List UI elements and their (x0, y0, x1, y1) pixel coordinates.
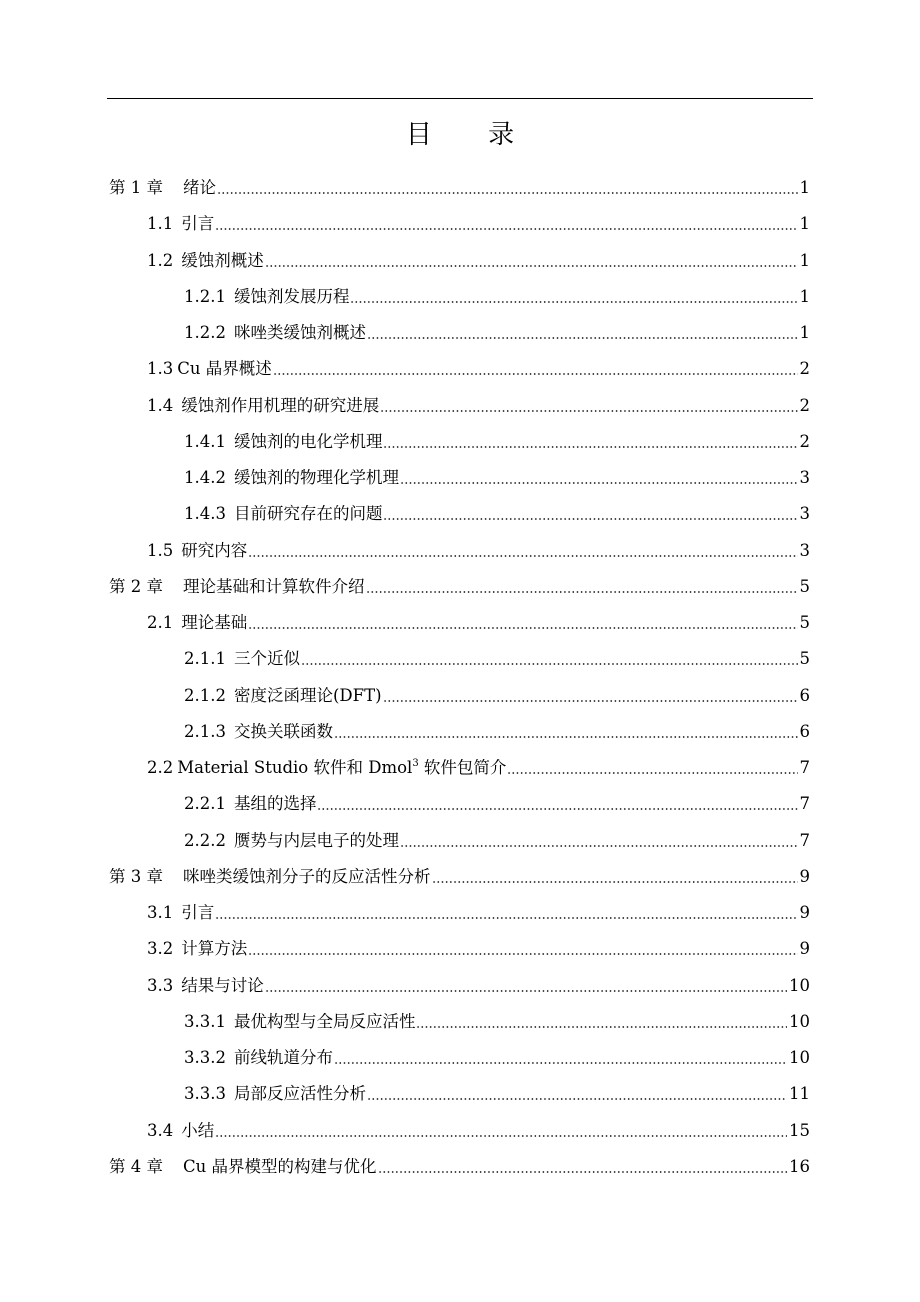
toc-entry-title (181, 243, 264, 279)
toc-entry[interactable] (184, 786, 810, 822)
toc-entry-title-text: 咪唑类缓蚀剂概述 (233, 323, 366, 342)
toc-entry-number: 第 4 章 (109, 1156, 163, 1176)
toc-entry[interactable] (184, 460, 810, 496)
toc-entry-title-text: 目前研究存在的问题 (233, 504, 383, 524)
toc-dot-leader (334, 736, 798, 738)
toc-entry-number: 2.1.3 (184, 721, 226, 741)
toc-dot-leader (383, 446, 797, 448)
toc-dot-leader (380, 410, 797, 412)
toc-dot-leader (215, 917, 797, 919)
toc-entry[interactable] (147, 605, 810, 641)
toc-entry-title-text: 咪唑类缓蚀剂分子的反应活性分析 (183, 866, 431, 886)
toc-entry-page-number: 7 (799, 794, 810, 814)
toc-dot-leader (334, 1062, 787, 1064)
toc-dot-leader (350, 301, 797, 303)
toc-entry-page-number: 16 (789, 1156, 810, 1176)
toc-entry[interactable] (184, 1076, 810, 1112)
toc-dot-leader (378, 1171, 788, 1173)
toc-entry-title (234, 279, 350, 315)
toc-entry[interactable] (109, 569, 810, 605)
toc-entry-number: 3.3.2 (184, 1048, 226, 1067)
toc-entry-page-number: 10 (789, 975, 810, 995)
toc-entry[interactable] (147, 1113, 810, 1149)
toc-entry-page-number: 7 (799, 830, 810, 850)
toc-entry-title (183, 859, 431, 895)
toc-entry-title (234, 786, 317, 822)
toc-entry-page-number: 3 (799, 540, 810, 560)
toc-entry[interactable] (147, 895, 810, 931)
toc-entry-title (183, 1149, 377, 1185)
toc-entry-number: 1.3 (147, 359, 174, 379)
toc-entry-title-text: 缓蚀剂概述 (181, 250, 264, 270)
toc-entry-page-number: 1 (799, 323, 810, 342)
toc-entry-title (234, 424, 383, 460)
toc-entry-title-text: Cu 晶界概述 (177, 359, 272, 379)
toc-entry-page-number: 6 (799, 721, 810, 741)
toc-entry[interactable] (147, 968, 810, 1004)
toc-entry[interactable] (184, 279, 810, 315)
toc-entry[interactable] (184, 714, 810, 750)
toc-dot-leader (317, 808, 797, 810)
toc-entry[interactable] (184, 1040, 810, 1076)
toc-entry-page-number: 7 (799, 758, 810, 777)
toc-entry-number: 1.2 (147, 250, 174, 270)
toc-entry-title-text: Material Studio 软件和 Dmol (177, 758, 413, 777)
toc-entry-title (234, 315, 366, 351)
toc-entry-page-number: 1 (799, 178, 810, 197)
toc-entry-title (234, 678, 382, 714)
toc-entry-number: 2.2.1 (184, 794, 226, 814)
toc-entry-title (181, 533, 247, 569)
toc-entry-title-text: 基组的选择 (233, 794, 317, 814)
toc-entry-number: 3.3 (147, 975, 174, 995)
toc-dot-leader (265, 990, 787, 992)
toc-dot-leader (248, 627, 797, 629)
toc-dot-leader (301, 663, 798, 665)
toc-entry-title-text: 缓蚀剂的物理化学机理 (233, 468, 399, 487)
toc-entry-title-text: 缓蚀剂作用机理的研究进展 (181, 395, 380, 415)
toc-entry[interactable] (147, 388, 810, 424)
toc-entry-title (181, 1113, 214, 1149)
toc-entry-number: 3.3.1 (184, 1011, 226, 1031)
toc-entry-number: 1.2.1 (184, 286, 226, 306)
toc-entry-title-superscript: 3 (412, 757, 419, 769)
toc-entry-number: 1.4.1 (184, 431, 226, 451)
toc-dot-leader (248, 953, 797, 955)
toc-entry-page-number: 9 (799, 903, 810, 922)
toc-entry-title-text: 局部反应活性分析 (233, 1084, 366, 1104)
toc-entry[interactable] (184, 678, 810, 714)
toc-entry-title (234, 714, 333, 750)
toc-entry-page-number: 1 (799, 286, 810, 306)
toc-entry[interactable] (147, 351, 810, 387)
toc-entry-title (181, 931, 247, 967)
toc-entry[interactable] (109, 170, 810, 206)
toc-dot-leader (265, 265, 798, 267)
toc-dot-leader (367, 337, 798, 339)
toc-entry-number: 1.5 (147, 540, 174, 560)
toc-entry-title (234, 1076, 366, 1112)
toc-entry[interactable] (109, 859, 810, 895)
toc-entry-title-text: 理论基础 (181, 613, 248, 632)
toc-entry-title (234, 496, 383, 532)
toc-entry-page-number: 5 (799, 613, 810, 632)
toc-entry-number: 2.1.1 (184, 649, 226, 669)
toc-entry-page-number: 1 (799, 250, 810, 270)
toc-entry[interactable] (184, 1004, 810, 1040)
toc-entry-title (181, 605, 247, 641)
toc-entry-page-number: 6 (799, 685, 810, 705)
toc-entry[interactable] (147, 243, 810, 279)
toc-entry-page-number: 2 (799, 359, 810, 379)
toc-entry[interactable] (147, 931, 810, 967)
toc-entry-number: 1.1 (147, 214, 174, 234)
toc-entry-number: 3.4 (147, 1120, 174, 1140)
toc-entry-title-text: 缓蚀剂的电化学机理 (233, 431, 383, 451)
toc-entry[interactable] (184, 641, 810, 677)
toc-entry-number: 1.4.3 (184, 504, 226, 524)
toc-entry-page-number: 2 (799, 431, 810, 451)
toc-entry-number: 2.2.2 (184, 830, 226, 850)
toc-entry-title-text: 赝势与内层电子的处理 (233, 830, 399, 850)
toc-entry-title (181, 895, 214, 931)
toc-entry-title-text: 小结 (181, 1120, 215, 1140)
toc-entry-number: 2.1.2 (184, 685, 226, 705)
toc-entry[interactable] (184, 496, 810, 532)
toc-dot-leader (400, 482, 798, 484)
toc-entry-number: 2.1 (147, 613, 174, 632)
toc-entry-page-number: 5 (799, 649, 810, 669)
toc-entry-page-number: 11 (789, 1084, 810, 1104)
toc-dot-leader (217, 192, 798, 194)
toc-entry-title-text: 引言 (181, 903, 215, 922)
toc-entry-page-number: 5 (799, 576, 810, 596)
toc-entry-title (234, 641, 300, 677)
toc-entry-number: 第 3 章 (109, 866, 163, 886)
toc-entry-title (183, 170, 216, 206)
header-rule (107, 98, 813, 99)
toc-entry-page-number: 2 (799, 395, 810, 415)
toc-dot-leader (215, 1135, 787, 1137)
toc-entry[interactable] (109, 1149, 810, 1185)
toc-entry[interactable] (184, 424, 810, 460)
toc-dot-leader (273, 373, 798, 375)
toc-entry-title-text: 三个近似 (233, 649, 300, 669)
toc-dot-leader (383, 518, 797, 520)
toc-entry-number: 3.2 (147, 939, 174, 959)
toc-dot-leader (215, 228, 797, 230)
toc-entry-page-number: 3 (799, 504, 810, 524)
toc-entry-title-text: 理论基础和计算软件介绍 (183, 576, 365, 596)
toc-entry[interactable] (147, 750, 810, 786)
toc-dot-leader (367, 1098, 787, 1100)
toc-dot-leader (383, 700, 798, 702)
toc-entry-title-text: 前线轨道分布 (233, 1048, 333, 1067)
toc-entry-title (234, 823, 399, 859)
toc-entry-number: 1.2.2 (184, 323, 226, 342)
toc-entry[interactable] (184, 315, 810, 351)
toc-entry-title (234, 1040, 333, 1076)
toc-entry-page-number: 9 (799, 939, 810, 959)
toc-entry-title-text: 密度泛函理论(DFT) (233, 685, 382, 705)
toc-entry-title (181, 968, 264, 1004)
toc-entry-page-number: 10 (789, 1011, 810, 1031)
toc-entry-page-number: 1 (799, 214, 810, 234)
toc-entry-number: 3.1 (147, 903, 174, 922)
toc-dot-leader (432, 881, 798, 883)
toc-entry-title-text: 引言 (181, 214, 215, 234)
toc-entry-title (234, 1004, 416, 1040)
toc-entry-title-text: 研究内容 (181, 540, 248, 560)
toc-entry-title-text: 计算方法 (181, 939, 248, 959)
toc-entry-page-number: 9 (799, 866, 810, 886)
toc-dot-leader (248, 555, 797, 557)
toc-entry-page-number: 3 (799, 468, 810, 487)
toc-entry-number: 第 2 章 (109, 576, 163, 596)
toc-entry-number: 3.3.3 (184, 1084, 226, 1104)
toc-entry-number: 1.4 (147, 395, 174, 415)
toc-entry-title (181, 206, 214, 242)
toc-entry-title-text: 结果与讨论 (181, 975, 264, 995)
toc-entry-number: 第 1 章 (109, 178, 163, 197)
toc-entry-title-text: 最优构型与全局反应活性 (233, 1011, 416, 1031)
toc-entry-number: 2.2 (147, 758, 174, 777)
toc-entry-title-text: Cu 晶界模型的构建与优化 (183, 1156, 377, 1176)
toc-entry-page-number: 10 (789, 1048, 810, 1067)
toc-dot-leader (400, 845, 798, 847)
toc-entry-title-text: 交换关联函数 (233, 721, 333, 741)
toc-entry-title (177, 351, 272, 387)
toc-entry-title (181, 388, 379, 424)
toc-dot-leader (366, 591, 798, 593)
toc-entry-number: 1.4.2 (184, 468, 226, 487)
toc-entry[interactable] (184, 823, 810, 859)
toc-entry[interactable] (147, 533, 810, 569)
toc-entry-title-continued: 软件包简介 (418, 758, 507, 777)
toc-entry-title (177, 750, 506, 786)
toc-entry-title (183, 569, 365, 605)
page-title: 目 录 (405, 120, 539, 150)
toc-entry-title (234, 460, 399, 496)
toc-entry-title-text: 缓蚀剂发展历程 (233, 286, 350, 306)
toc-entry[interactable] (147, 206, 810, 242)
toc-dot-leader (416, 1026, 787, 1028)
toc-dot-leader (507, 772, 797, 774)
toc-entry-page-number: 15 (789, 1120, 810, 1140)
toc-entry-title-text: 绪论 (183, 178, 216, 197)
